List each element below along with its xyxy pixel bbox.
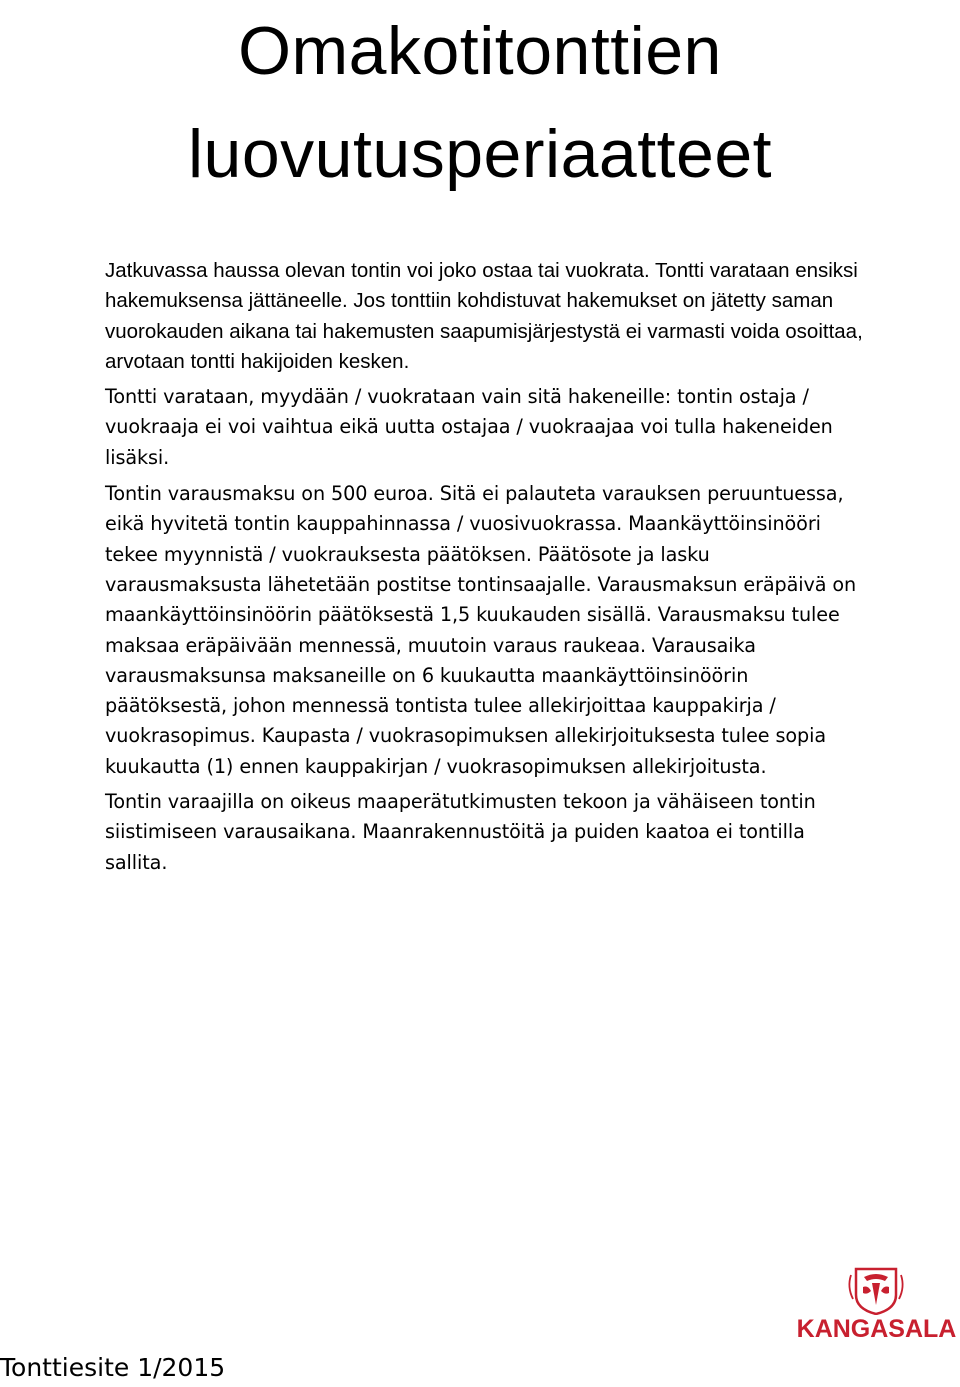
kangasala-logo bbox=[793, 1265, 960, 1370]
page-title-line-2: luovutusperiaatteet bbox=[187, 116, 773, 192]
paragraph-site-rights: Tontin varaajilla on oikeus maaperätutkimusten tekoon ja vähäiseen tontin siistimiseen varausaikana. Maanrakennustöitä ja puiden kaatoa ei tontilla sallita. bbox=[105, 790, 816, 874]
kangasala-coat-of-arms-icon bbox=[793, 1265, 960, 1315]
page-title-line-1: Omakotitonttien bbox=[238, 13, 722, 89]
body-text bbox=[105, 256, 865, 878]
paragraph-application: Jatkuvassa haussa olevan tontin voi joko ostaa tai vuokrata. Tontti varataan ensiksi hakemuksensa jättäneelle. Jos tonttiin kohdistuvat hakemukset on jätetty saman vuorokauden aikana tai hakemusten saapumisjärjestystä ei varmasti voida osoittaa, arvotaan tontti hakijoiden kesken. bbox=[105, 259, 863, 373]
paragraph-reservation: Tontti varataan, myydään / vuokrataan vain sitä hakeneille: tontin ostaja / vuokraaja ei voi vaihtua eikä uutta ostajaa / vuokraajaa voi tulla hakeneiden lisäksi. bbox=[105, 385, 833, 469]
kangasala-wordmark: KANGASALA bbox=[796, 1315, 957, 1343]
paragraph-reservation-fee: Tontin varausmaksu on 500 euroa. Sitä ei palauteta varauksen peruuntuessa, eikä hyvitetä tontin kauppahinnassa / vuosivuokrassa. Maankäyttöinsinööri tekee myynnistä / vuokrauksesta päätöksen. Päätösote ja lasku varausmaksusta lähetetään postitse tontinsaajalle. Varausmaksun eräpäivä on maankäyttöinsinöörin päätöksestä 1,5 kuukauden sisällä. Varausmaksu tulee maksaa eräpäivään mennessä, muutoin varaus raukeaa. Varausaika varausmaksunsa maksaneille on 6 kuukautta maankäyttöinsinöörin päätöksestä, johon mennessä tontista tulee allekirjoittaa kauppakirja / vuokrasopimus. Kaupasta / vuokrasopimuksen allekirjoituksesta tulee sopia kuukautta (1) ennen kauppakirjan / vuokrasopimuksen allekirjoitusta. bbox=[105, 482, 857, 778]
footer-label: Tonttiesite 1/2015 bbox=[0, 1353, 226, 1382]
page-title bbox=[0, 0, 960, 206]
